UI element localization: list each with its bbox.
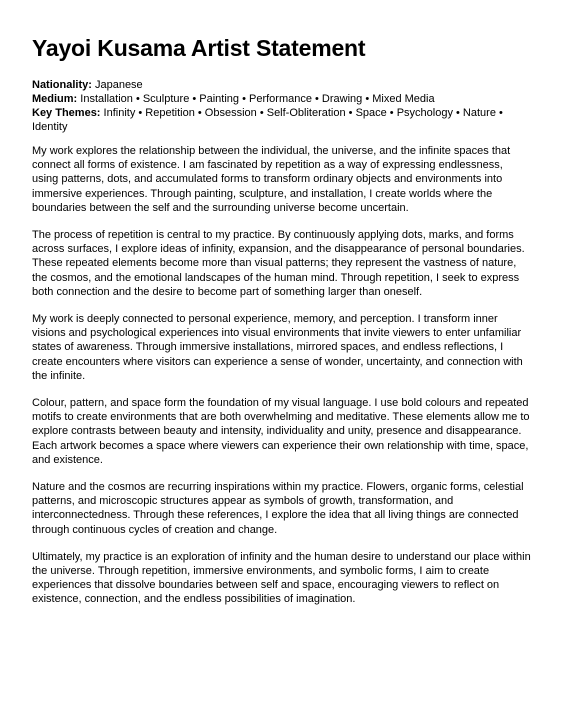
statement-paragraph-2: The process of repetition is central to my practice. By continuously applying dots, marks, and forms across surfaces, I explore ideas of infinity, expansion, and the disappearance of personal boundaries. These repeated elements become more than visual patterns; they represent the vastness of nature, the cosmos, and the emotional landscapes of the human mind. Through repetition, I seek to express both connection and the desire to become part of something larger than oneself. — [32, 229, 525, 298]
meta-key-themes — [32, 106, 531, 134]
meta-medium — [32, 92, 531, 106]
statement-paragraph-4: Colour, pattern, and space form the foundation of my visual language. I use bold colours and repeated motifs to create environments that are both overwhelming and meditative. These elements allow me to explore contrasts between beauty and intensity, individuality and unity, presence and disappearance. Each artwork becomes a space where viewers can experience their own relationship with time, space, and existence. — [32, 397, 530, 466]
meta-medium-label: Medium: — [32, 93, 78, 105]
statement-paragraph-6: Ultimately, my practice is an exploration of infinity and the human desire to understand our place within the universe. Through repetition, immersive environments, and symbolic forms, I aim to create experiences that dissolve boundaries between self and space, encouraging viewers to reflect on existence, connection, and the endless possibilities of imagination. — [32, 550, 531, 606]
statement-paragraph-3: My work is deeply connected to personal experience, memory, and perception. I transform inner visions and psychological experiences into visual environments that invite viewers to enter unfamiliar states of awareness. Through immersive installations, mirrored spaces, and endless reflections, I create encounters where visitors can experience a sense of wonder, uncertainty, and connection with the infinite. — [32, 313, 523, 382]
meta-nationality-value: Japanese — [94, 79, 143, 91]
artist-metadata — [32, 78, 531, 134]
meta-key-themes-value: Infinity • Repetition • Obsession • Self-Obliteration • Space • Psychology • Nature • Identity — [32, 107, 503, 133]
page-title: Yayoi Kusama Artist Statement — [32, 35, 366, 61]
meta-key-themes-label: Key Themes: — [32, 107, 101, 119]
meta-nationality-label: Nationality: — [32, 79, 92, 91]
statement-paragraph-5: Nature and the cosmos are recurring inspirations within my practice. Flowers, organic forms, celestial patterns, and microscopic structures appear as symbols of growth, transformation, and interconnectedness. Through these references, I explore the idea that all living things are connected through continuous cycles of creation and change. — [32, 481, 524, 536]
statement-paragraph-1: My work explores the relationship between the individual, the universe, and the infinite spaces that connect all forms of existence. I am fascinated by repetition as a way of expressing endlessness, using patterns, dots, and accumulated forms to transform ordinary objects and environments into immersive experiences. Through painting, sculpture, and installation, I create worlds where the boundaries between the self and the surrounding universe become uncertain. — [32, 145, 511, 214]
meta-nationality — [32, 78, 531, 92]
meta-medium-value: Installation • Sculpture • Painting • Performance • Drawing • Mixed Media — [80, 93, 435, 105]
